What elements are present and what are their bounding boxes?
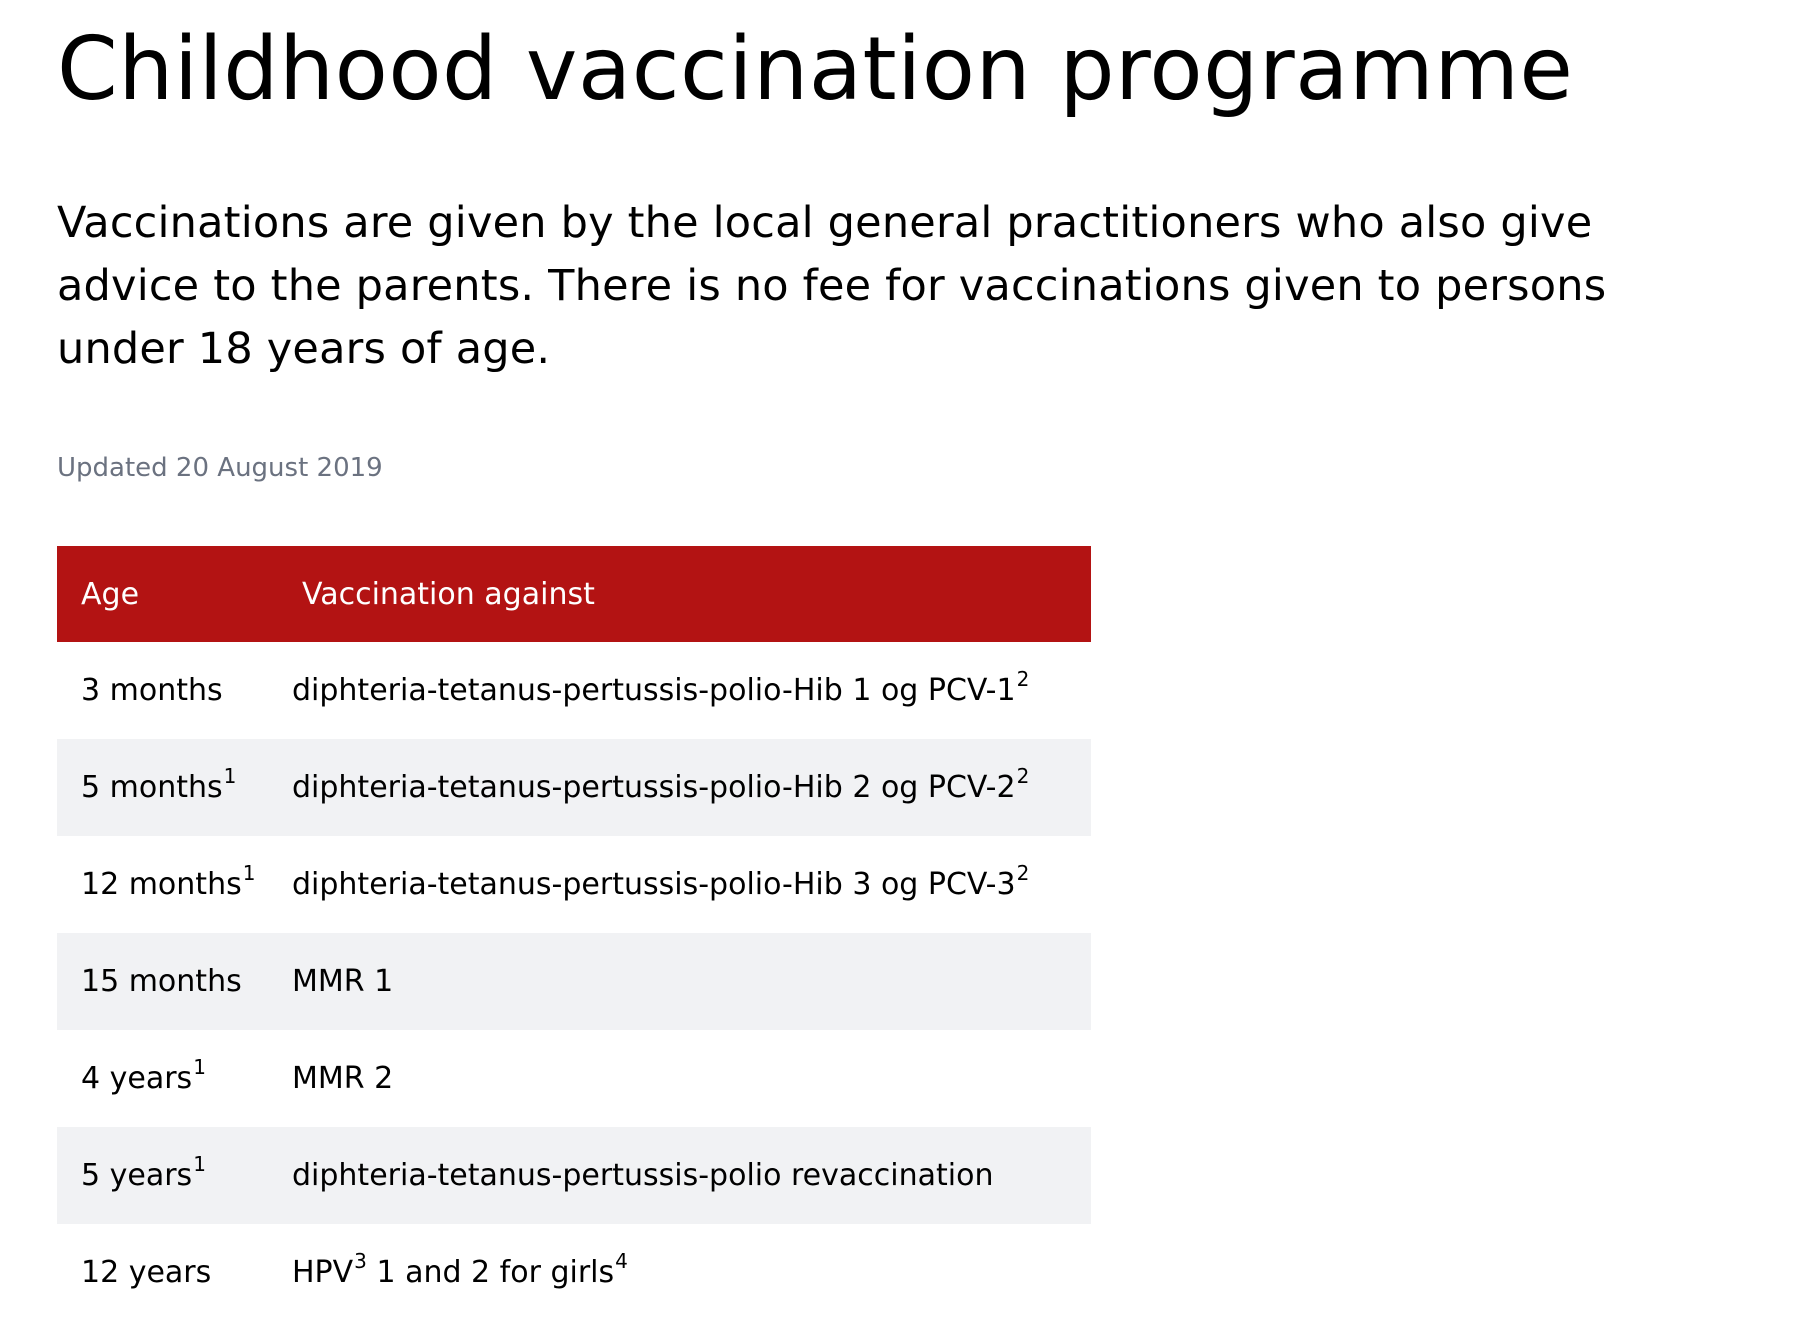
table-row — [57, 836, 1091, 933]
age-cell — [57, 1127, 292, 1224]
footnote-ref: 1 — [223, 764, 237, 788]
age-text: 15 months — [81, 964, 242, 999]
age-cell — [57, 836, 292, 933]
footnote-ref: 2 — [1016, 667, 1030, 691]
updated-date: Updated 20 August 2019 — [57, 453, 383, 483]
vaccination-cell — [292, 1030, 1091, 1127]
table-row — [57, 1030, 1091, 1127]
age-cell — [57, 1030, 292, 1127]
table-header — [57, 546, 1091, 642]
vaccination-cell — [292, 739, 1091, 836]
vaccination-cell — [292, 933, 1091, 1030]
footnote-ref: 1 — [193, 1055, 206, 1079]
age-text: 12 years — [81, 1255, 212, 1290]
table-row — [57, 1127, 1091, 1224]
vaccination-text: diphteria-tetanus-pertussis-polio revaccination — [292, 1158, 994, 1193]
age-text: 12 months — [81, 867, 242, 902]
vaccination-table — [57, 546, 1091, 1321]
table-row — [57, 739, 1091, 836]
age-cell — [57, 642, 292, 739]
footnote-ref: 4 — [615, 1249, 628, 1273]
table-row — [57, 1224, 1091, 1321]
age-text: 5 years — [81, 1158, 193, 1193]
vaccination-text: HPV — [292, 1255, 354, 1290]
vaccination-cell — [292, 836, 1091, 933]
vaccination-cell — [292, 1127, 1091, 1224]
vaccination-text: MMR 2 — [292, 1061, 394, 1096]
age-text: 3 months — [81, 673, 223, 708]
footnote-ref: 2 — [1016, 764, 1030, 788]
age-cell — [57, 1224, 292, 1321]
vaccination-cell — [292, 642, 1091, 739]
footnote-ref: 1 — [242, 861, 256, 885]
table-body — [57, 642, 1091, 1321]
column-header-age: Age — [81, 576, 140, 612]
age-cell — [57, 739, 292, 836]
age-text: 5 months — [81, 770, 223, 805]
vaccination-cell — [292, 1224, 1091, 1321]
column-header-vaccination: Vaccination against — [302, 576, 595, 612]
vaccination-text: MMR 1 — [292, 964, 394, 999]
footnote-ref: 3 — [354, 1249, 367, 1273]
footnote-ref: 2 — [1016, 861, 1030, 885]
footnote-ref: 1 — [193, 1152, 206, 1176]
vaccination-text: diphteria-tetanus-pertussis-polio-Hib 2 og PCV-2 — [292, 770, 1016, 805]
lead-paragraph: Vaccinations are given by the local general practitioners who also give advice to the parents. There is no fee for vaccinations given to persons under 18 years of age. — [57, 198, 1607, 374]
age-text: 4 years — [81, 1061, 193, 1096]
vaccination-text: diphteria-tetanus-pertussis-polio-Hib 3 og PCV-3 — [292, 867, 1016, 902]
vaccination-text-tail: 1 and 2 for girls — [366, 1255, 615, 1290]
table-header-row — [57, 546, 1091, 642]
page-title: Childhood vaccination programme — [57, 18, 1574, 120]
table-row — [57, 642, 1091, 739]
age-cell — [57, 933, 292, 1030]
table-row — [57, 933, 1091, 1030]
vaccination-text: diphteria-tetanus-pertussis-polio-Hib 1 og PCV-1 — [292, 673, 1016, 708]
